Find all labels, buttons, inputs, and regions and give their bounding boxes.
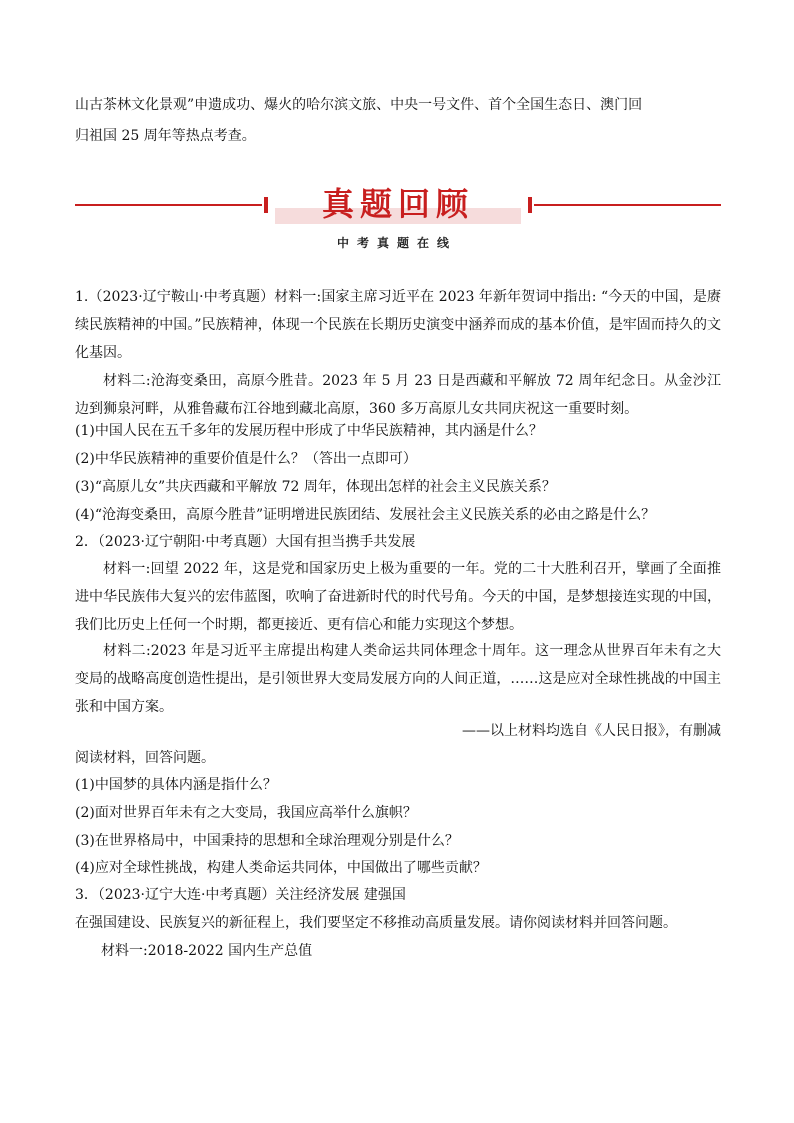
q1-question-1: (1)中国人民在五千多年的发展历程中形成了中华民族精神，其内涵是什么？	[75, 423, 543, 439]
q1-question-3: (3)“高原儿女”共庆西藏和平解放 72 周年，体现出怎样的社会主义民族关系？	[75, 479, 556, 495]
q3-intro: 在强国建设、民族复兴的新征程上，我们要坚定不移推动高质量发展。请你阅读材料并回答问题。	[75, 915, 677, 931]
q2-instruction: 阅读材料，回答问题。	[75, 750, 215, 766]
intro-line-1: 山古茶林文化景观”申遗成功、爆火的哈尔滨文旅、中央一号文件、首个全国生态日、澳门回	[75, 97, 643, 113]
banner-right-tick	[528, 197, 532, 213]
q1-stem: 1.（2023·辽宁鞍山·中考真题）材料一:国家主席习近平在 2023 年新年贺词中指出: “今天的中国，是赓续民族精神的中国。”民族精神，体现一个民族在长期历史演变中涵养而成的基本价值，是牢固而持久的文化基因。	[75, 289, 721, 361]
q1-question-4: (4)“沧海变桑田，高原今胜昔”证明增进民族团结、发展社会主义民族关系的必由之路是什么？	[75, 507, 656, 523]
section-title: 真题回顾	[321, 185, 474, 223]
banner-left-tick	[264, 197, 268, 213]
q2-material2: 材料二:2023 年是习近平主席提出构建人类命运共同体理念十周年。这一理念从世界百年未有之大变局的战略高度创造性提出，是引领世界大变局发展方向的人间正道，……这是应对全球性挑战的中国主张和中国方案。	[75, 643, 721, 715]
q2-question-4: (4)应对全球性挑战，构建人类命运共同体，中国做出了哪些贡献？	[75, 860, 487, 876]
q2-question-2: (2)面对世界百年未有之大变局，我国应高举什么旗帜？	[75, 805, 417, 821]
q2-stem: 2．（2023·辽宁朝阳·中考真题）大国有担当携手共发展	[75, 534, 416, 550]
q2-source: ——以上材料均选自《人民日报》，有删减	[462, 723, 721, 739]
intro-line-2: 归祖国 25 周年等热点考查。	[75, 128, 256, 144]
banner-left-line	[75, 204, 262, 206]
section-subtitle: 中考真题在线	[336, 236, 457, 250]
q3-stem: 3．（2023·辽宁大连·中考真题）关注经济发展 建强国	[75, 887, 406, 903]
section-banner	[75, 184, 721, 228]
q1-material2: 材料二:沧海变桑田，高原今胜昔。2023 年 5 月 23 日是西藏和平解放 72 周年纪念日。从金沙江边到狮泉河畔，从雅鲁藏布江谷地到藏北高原，360 多万高原儿女共同庆祝这一重要时刻。	[75, 373, 721, 417]
q3-material1: 材料一:2018-2022 国内生产总值	[101, 943, 313, 959]
q1-question-2: (2)中华民族精神的重要价值是什么？（答出一点即可）	[75, 451, 417, 467]
banner-right-line	[534, 204, 721, 206]
q2-material1: 材料一:回望 2022 年，这是党和国家历史上极为重要的一年。党的二十大胜利召开，擘画了全面推进中华民族伟大复兴的宏伟蓝图，吹响了奋进新时代的时代号角。今天的中国，是梦想接连实现的中国，我们比历史上任何一个时期，都更接近、更有信心和能力实现这个梦想。	[75, 561, 721, 633]
q2-question-1: (1)中国梦的具体内涵是指什么？	[75, 777, 277, 793]
q2-question-3: (3)在世界格局中，中国秉持的思想和全球治理观分别是什么？	[75, 833, 459, 849]
